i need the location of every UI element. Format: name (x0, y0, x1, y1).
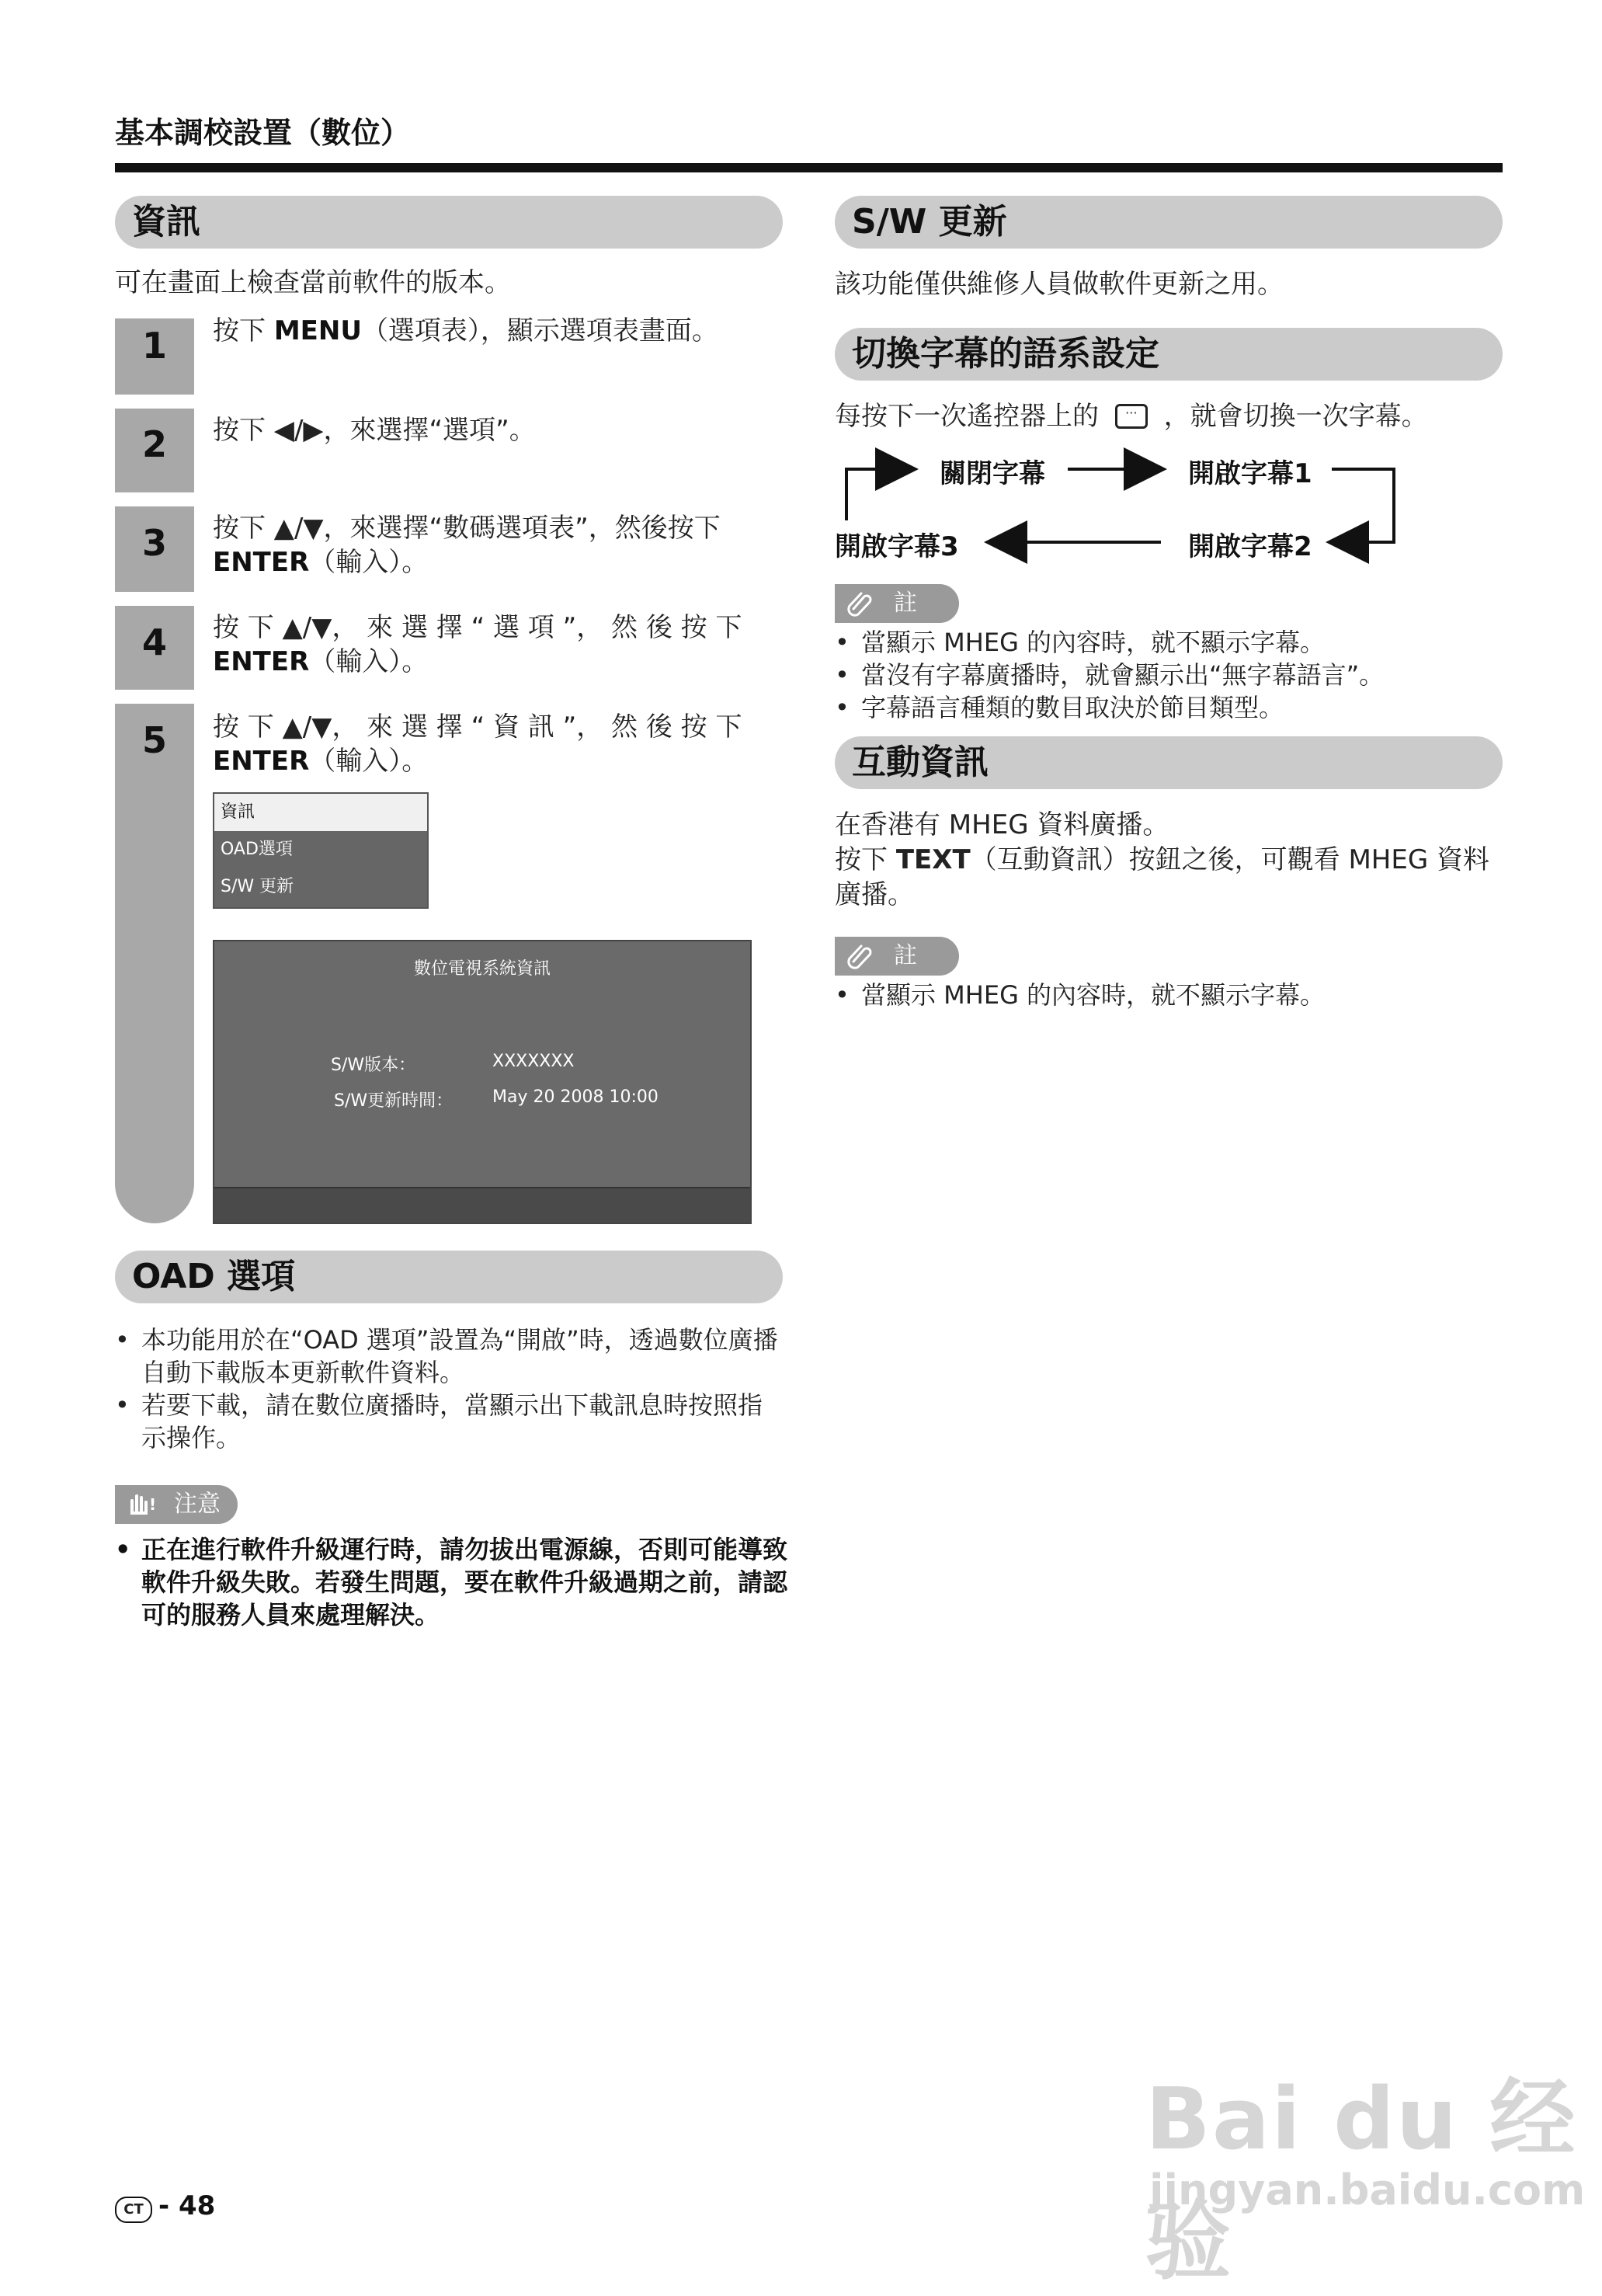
interactive-line-2-post: （互動資訊）按鈕之後，可觀看 MHEG 資料 (970, 844, 1489, 875)
step-number-4: 4 (115, 621, 194, 663)
subtitle-note-3: • 字幕語言種類的數目取決於節目類型。 (835, 691, 1503, 724)
watermark-logo: Bai du 经验 (1145, 2069, 1577, 2291)
note-badge-1 (835, 584, 959, 623)
step-1-post: （選項表），顯示選項表畫面。 (361, 315, 718, 346)
step-number-2: 2 (115, 423, 194, 465)
step-text-5 (213, 710, 780, 778)
paperclip-icon (846, 941, 874, 969)
caution-list (115, 1533, 798, 1631)
step-text-4 (213, 611, 780, 679)
step-3-line1: 按下 ▲/▼，來選擇“數碼選項表”，然後按下 (213, 513, 721, 544)
sw-update-value: May 20 2008 10:00 (492, 1087, 659, 1107)
sw-update-label: S/W更新時間： (334, 1091, 453, 1111)
step-number-5: 5 (115, 719, 194, 761)
section-title-interactive: 互動資訊 (835, 736, 1503, 789)
interactive-line-1: 在香港有 MHEG 資料廣播。 (835, 809, 1169, 840)
interactive-line-2-pre: 按下 (835, 844, 896, 875)
note-badge-2 (835, 937, 959, 976)
step-4-post: （輸入）。 (309, 646, 429, 677)
subtitle-note-1: • 當顯示 MHEG 的內容時，就不顯示字幕。 (835, 626, 1503, 659)
subtitle-desc-pre: 每按下一次遙控器上的 (835, 401, 1099, 432)
interactive-note-1: • 當顯示 MHEG 的內容時，就不顯示字幕。 (835, 979, 1503, 1011)
menu-item-info: 資訊 (214, 794, 427, 831)
menu-item-oad: OAD選項 (221, 840, 293, 859)
caution-text: • 正在進行軟件升級運行時，請勿拔出電源線，否則可能導致軟件升級失敗。若發生問題，要在軟件升級過期之前，請認可的服務人員來處理解決。 (115, 1533, 798, 1631)
subtitle-button-icon: ··· (1115, 404, 1148, 429)
sw-version-label: S/W版本： (331, 1056, 416, 1075)
subtitle-notes (835, 626, 1503, 724)
flow-sub2: 開啟字幕2 (1188, 531, 1312, 562)
system-info-screenshot (213, 940, 752, 1224)
text-key: TEXT (895, 844, 971, 875)
step-text-3 (213, 511, 780, 579)
subtitle-description (835, 399, 1428, 434)
header-rule (115, 163, 1503, 172)
oad-bullets (115, 1324, 783, 1454)
step-5-post: （輸入）。 (309, 746, 429, 777)
subtitle-note-2: • 當沒有字幕廣播時，就會顯示出“無字幕語言”。 (835, 659, 1503, 691)
screen-title: 數位電視系統資訊 (413, 959, 551, 979)
oad-bullet-2: • 若要下載，請在數位廣播時，當顯示出下載訊息時按照指示操作。 (115, 1389, 783, 1454)
section-title-info: 資訊 (115, 196, 783, 249)
flow-arrow-to-sub2 (1332, 469, 1394, 542)
info-description: 可在畫面上檢查當前軟件的版本。 (115, 267, 511, 298)
step-1-pre: 按下 (213, 315, 274, 346)
step-4-line1: 按 下 ▲/▼， 來 選 擇 “ 選 項 ”， 然 後 按 下 (213, 612, 742, 643)
step-1-key: MENU (273, 315, 362, 346)
flow-arrow-to-off (846, 469, 912, 520)
section-title-sw-update: S/W 更新 (835, 196, 1503, 249)
flow-sub1: 開啟字幕1 (1188, 458, 1312, 489)
step-3-post: （輸入）。 (309, 547, 429, 578)
language-badge: CT (115, 2197, 152, 2223)
note-label-2: 註 (894, 942, 917, 969)
step-5-key: ENTER (213, 746, 310, 777)
page-header-title: 基本調校設置（數位） (115, 116, 411, 150)
step-3-key: ENTER (213, 547, 310, 578)
section-title-subtitle-language: 切換字幕的語系設定 (835, 328, 1503, 381)
caution-hand-icon (126, 1490, 157, 1518)
screen-footer-bar (214, 1187, 750, 1223)
flow-off: 關閉字幕 (940, 458, 1045, 489)
step-divider (115, 690, 194, 704)
caution-label: 注意 (174, 1491, 221, 1518)
sw-version-value: XXXXXXX (492, 1052, 575, 1071)
flow-sub3: 開啟字幕3 (835, 531, 959, 562)
interactive-line-3: 廣播。 (835, 879, 914, 910)
paperclip-icon (846, 589, 874, 617)
menu-item-sw-update: S/W 更新 (221, 877, 294, 896)
caution-badge (115, 1485, 238, 1524)
interactive-description (835, 808, 1503, 913)
step-divider (115, 592, 194, 606)
section-title-oad: OAD 選項 (115, 1251, 783, 1303)
interactive-notes (835, 979, 1503, 1011)
step-4-key: ENTER (213, 646, 310, 677)
step-5-line1: 按 下 ▲/▼， 來 選 擇 “ 資 訊 ”， 然 後 按 下 (213, 711, 742, 743)
watermark-url: jingyan.baidu.com (1149, 2166, 1586, 2214)
note-label-1: 註 (894, 590, 917, 617)
step-divider (115, 395, 194, 409)
svg-text:!: ! (149, 1495, 157, 1514)
page-number: - 48 (158, 2190, 216, 2221)
oad-bullet-1: • 本功能用於在“OAD 選項”設置為“開啟”時，透過數位廣播自動下載版本更新軟件資料。 (115, 1324, 783, 1389)
step-divider (115, 492, 194, 506)
step-number-1: 1 (115, 325, 194, 367)
options-menu-screenshot (213, 792, 429, 909)
step-text-2: 按下 ◀/▶，來選擇“選項”。 (213, 415, 536, 446)
subtitle-desc-post: ，就會切換一次字幕。 (1163, 401, 1428, 432)
step-text-1 (213, 314, 780, 348)
sw-update-description: 該功能僅供維修人員做軟件更新之用。 (835, 269, 1284, 300)
step-number-3: 3 (115, 522, 194, 564)
